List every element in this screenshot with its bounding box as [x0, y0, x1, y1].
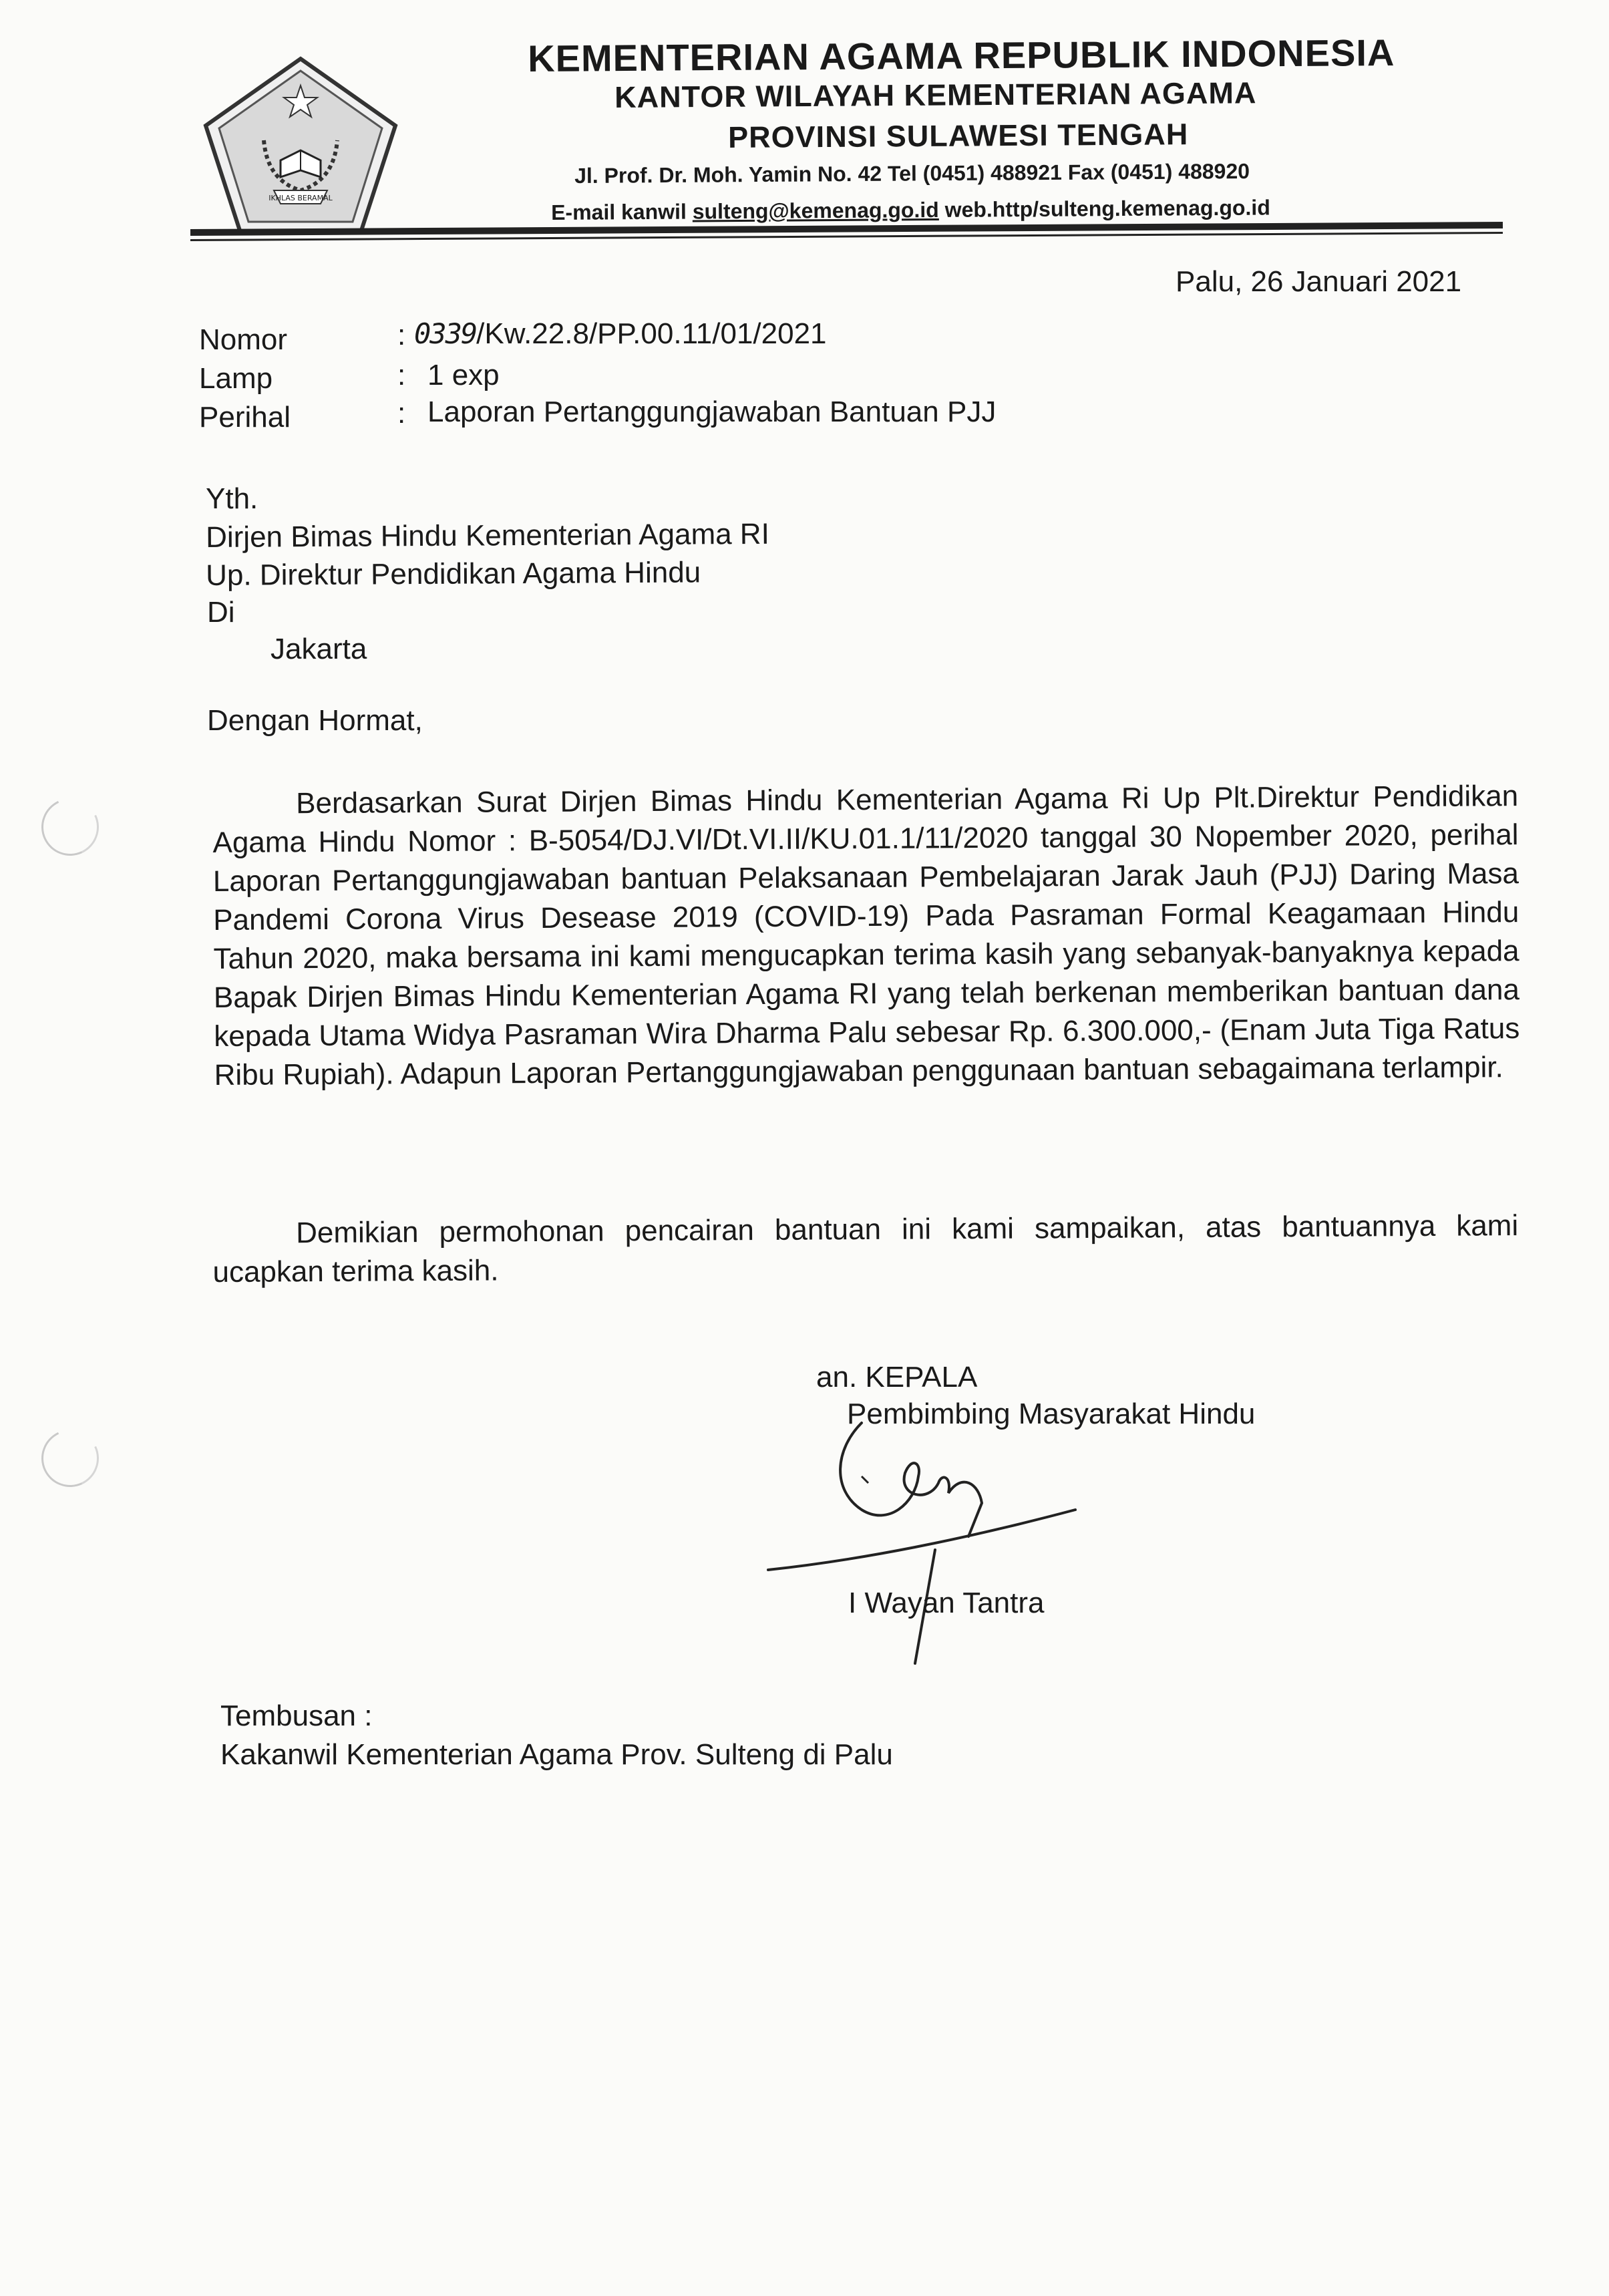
recipient-line1: Dirjen Bimas Hindu Kementerian Agama RI — [205, 517, 769, 554]
nomor-handwritten: 0339 — [414, 317, 477, 350]
office-address: Jl. Prof. Dr. Moh. Yamin No. 42 Tel (0451) 488921 Fax (0451) 488920 — [574, 158, 1250, 188]
punch-hole-bottom — [33, 1422, 107, 1495]
body-paragraph-1 — [212, 777, 1520, 1095]
paragraph-2-text: Demikian permohonan pencairan bantuan ini kami sampaikan, atas bantuannya kami ucapkan terima kasih. — [212, 1209, 1519, 1289]
nomor-colon: : — [397, 319, 406, 351]
signature-on-behalf: an. KEPALA — [816, 1361, 978, 1393]
cc-line1: Kakanwil Kementerian Agama Prov. Sulteng di Palu — [220, 1738, 893, 1771]
nomor-value — [414, 319, 827, 349]
ministry-title: KEMENTERIAN AGAMA REPUBLIK INDONESIA — [528, 31, 1395, 79]
lamp-colon: : — [397, 359, 406, 391]
recipient-yth: Yth. — [206, 482, 258, 515]
kemenag-logo — [200, 53, 401, 240]
paragraph-1-text: Berdasarkan Surat Dirjen Bimas Hindu Kementerian Agama Ri Up Plt.Direktur Pendidikan Agama Hindu Nomor : B-5054/DJ.VI/Dt.VI.II/KU.01.1/11/2020 tanggal 30 Nopember 2020, perihal Laporan Pertanggungjawaban bantuan Pelaksanaan Pembelajaran Jarak Jauh (PJJ) Daring Masa Pandemi Corona Virus Desease 2019 (COVID-19) Pada Pasraman Formal Keagamaan Hindu Tahun 2020, maka bersama ini kami mengucapkan terima kasih yang sebanyak-banyaknya kepada Bapak Dirjen Bimas Hindu Kementerian Agama RI yang telah berkenan memberikan bantuan dana kepada Utama Widya Pasraman Wira Dharma Palu sebesar Rp. 6.300.000,- (Enam Juta Tiga Ratus Ribu Rupiah). Adapun Laporan Pertanggungjawaban penggunaan bantuan sebagaimana terlampir. — [212, 780, 1520, 1092]
logo-motto: IKHLAS BERAMAL — [269, 194, 333, 202]
perihal-label: Perihal — [199, 401, 291, 434]
letter-date: Palu, 26 Januari 2021 — [1176, 265, 1462, 298]
office-title: KANTOR WILAYAH KEMENTERIAN AGAMA — [614, 75, 1257, 114]
lamp-value: 1 exp — [427, 359, 500, 391]
handwritten-signature — [761, 1410, 1162, 1690]
email-prefix: E-mail kanwil — [551, 199, 687, 224]
body-paragraph-2 — [212, 1206, 1519, 1292]
perihal-value: Laporan Pertanggungjawaban Bantuan PJJ — [427, 395, 997, 428]
perihal-colon: : — [397, 397, 406, 430]
signature-position: Pembimbing Masyarakat Hindu — [847, 1398, 1256, 1430]
recipient-city: Jakarta — [271, 633, 367, 665]
cc-label: Tembusan : — [220, 1699, 373, 1732]
nomor-number: /Kw.22.8/PP.00.11/01/2021 — [476, 317, 827, 350]
greeting: Dengan Hormat, — [207, 704, 423, 737]
lamp-label: Lamp — [199, 362, 273, 395]
recipient-di: Di — [207, 596, 235, 629]
nomor-label: Nomor — [199, 323, 288, 356]
province-title: PROVINSI SULAWESI TENGAH — [728, 117, 1189, 154]
signatory-name: I Wayan Tantra — [848, 1587, 1045, 1619]
contact-line — [551, 195, 1270, 225]
website: web.http/sulteng.kemenag.go.id — [944, 195, 1270, 222]
punch-hole-top — [33, 790, 107, 864]
email-link[interactable]: sulteng@kemenag.go.id — [692, 197, 939, 224]
recipient-line2: Up. Direktur Pendidikan Agama Hindu — [205, 556, 701, 592]
